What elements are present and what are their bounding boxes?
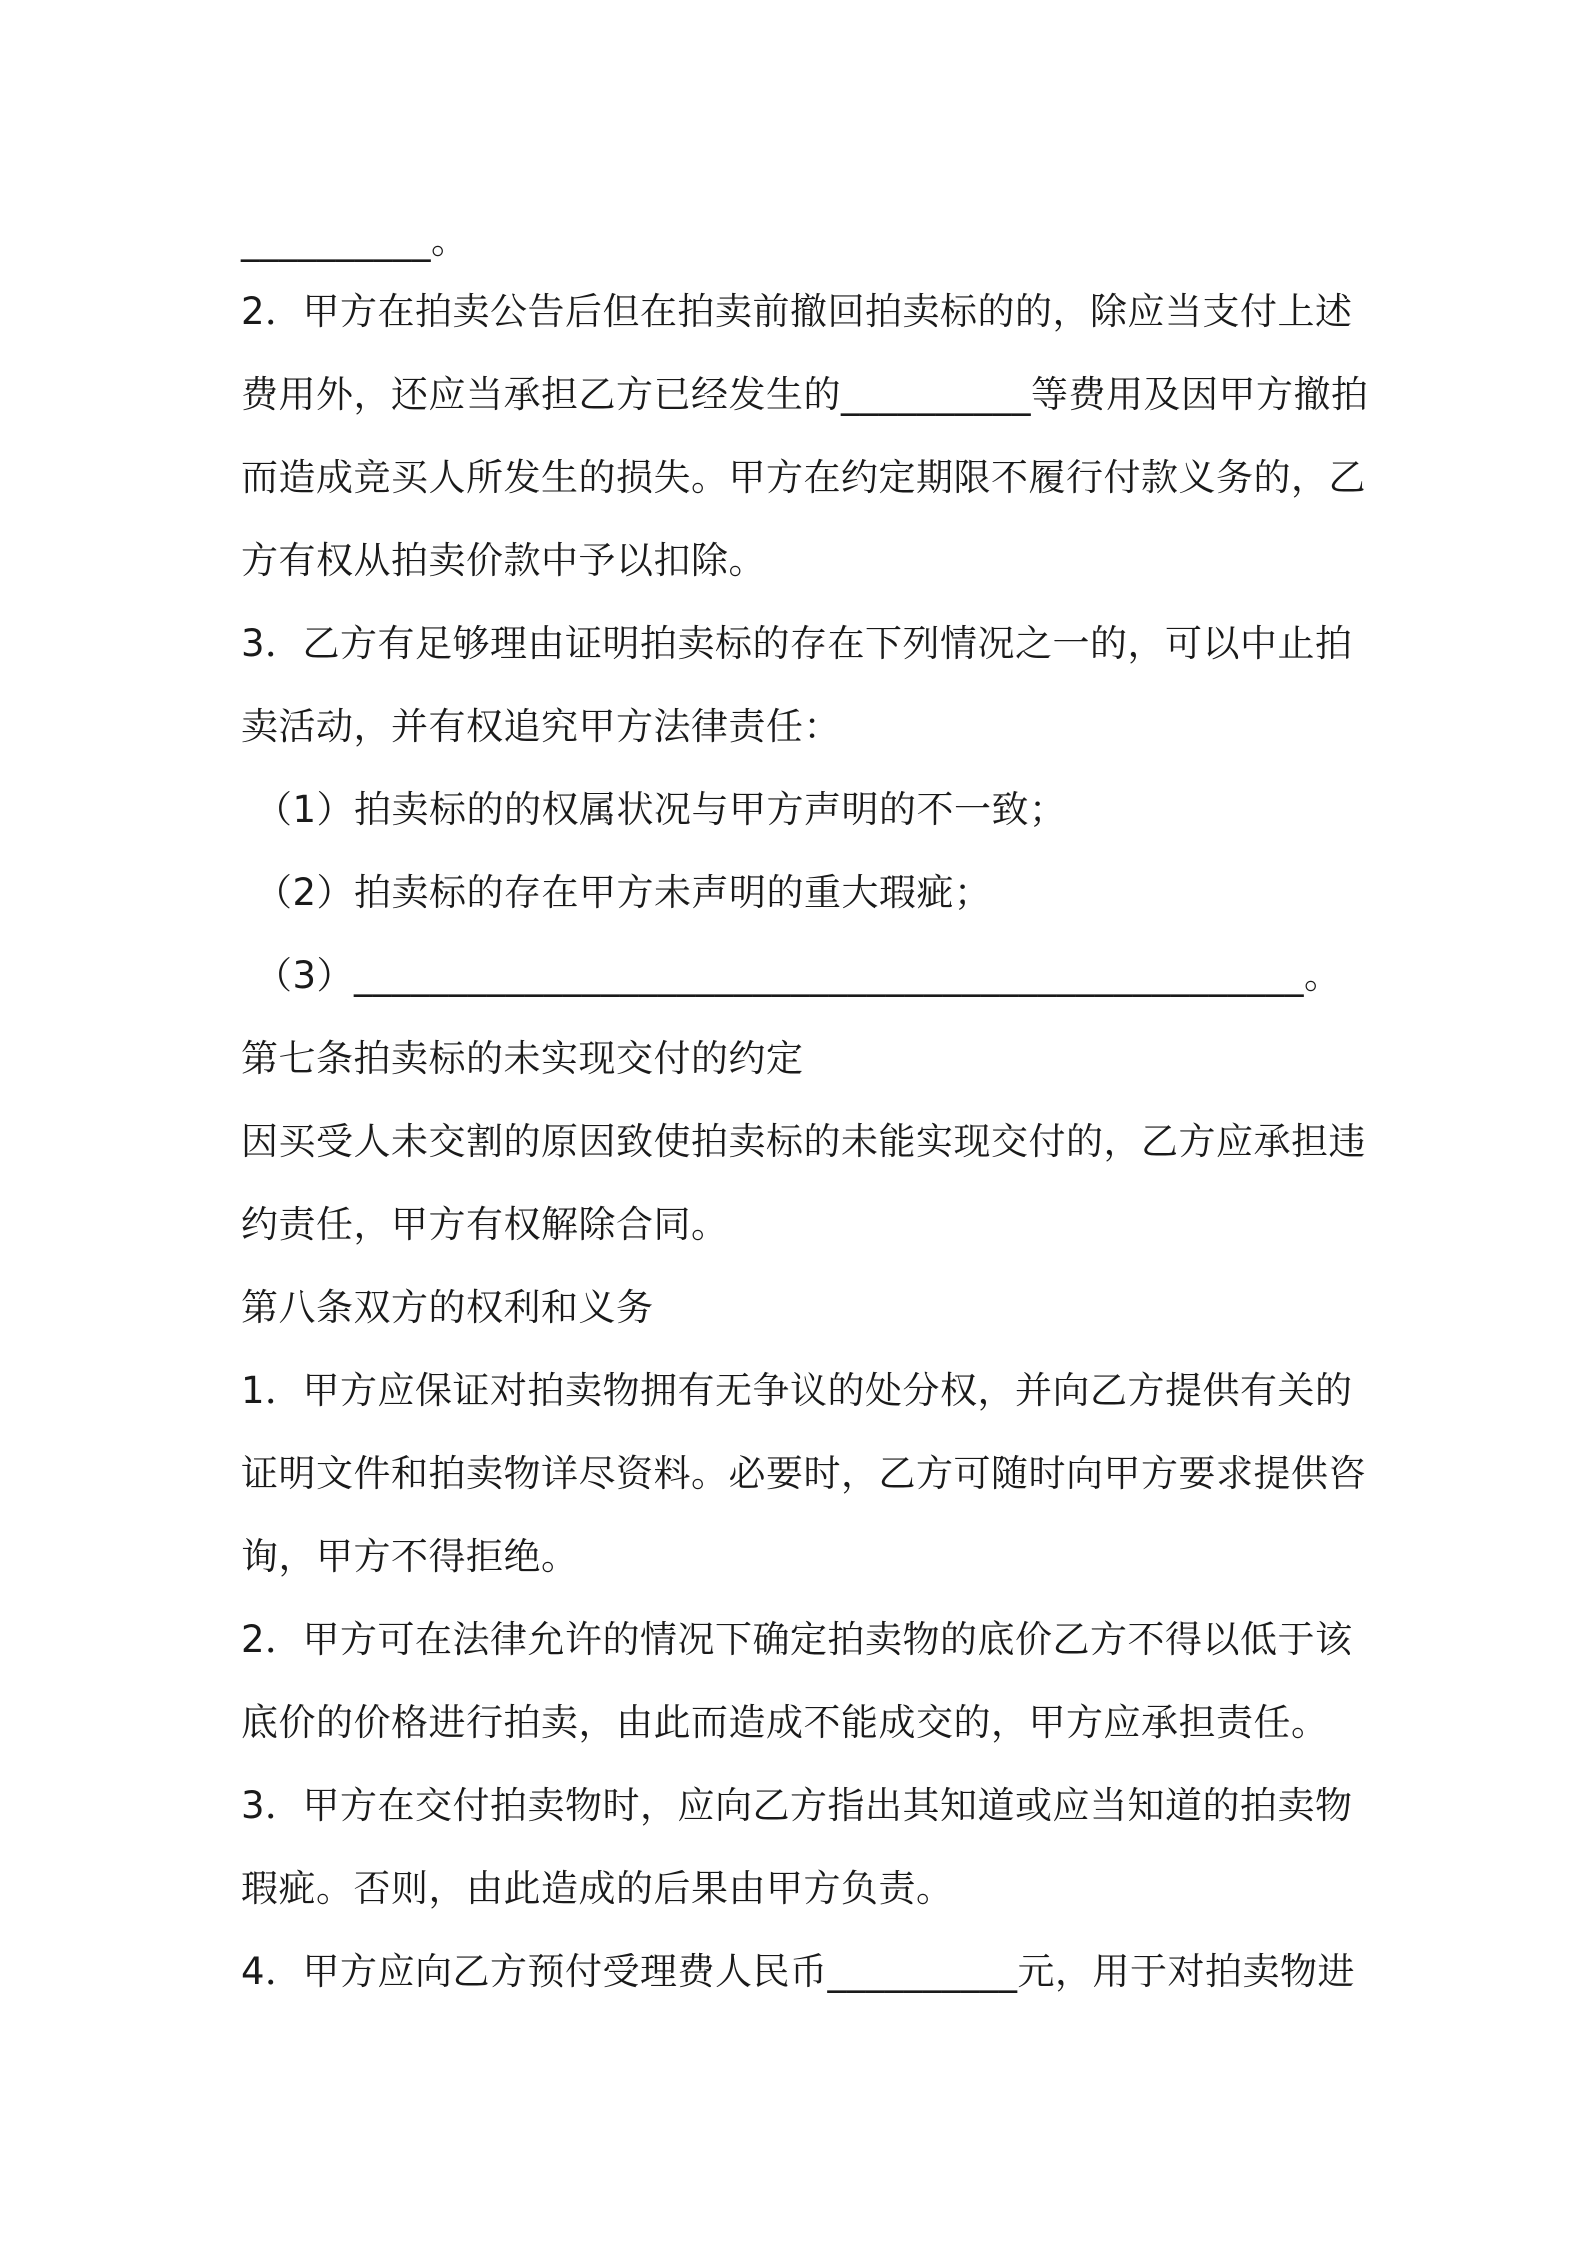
text-line-1: __________。: [241, 219, 469, 262]
text-line-8: （1）拍卖标的的权属状况与甲方声明的不一致；: [255, 788, 1067, 831]
text-line-2: 2．甲方在拍卖公告后但在拍卖前撤回拍卖标的的，除应当支付上述: [241, 290, 1353, 333]
text-line-13: 约责任，甲方有权解除合同。: [241, 1203, 729, 1246]
text-line-5: 方有权从拍卖价款中予以扣除。: [241, 539, 766, 582]
text-line-18: 2．甲方可在法律允许的情况下确定拍卖物的底价乙方不得以低于该: [241, 1618, 1353, 1661]
text-line-15: 1．甲方应保证对拍卖物拥有无争议的处分权，并向乙方提供有关的: [241, 1369, 1353, 1412]
text-line-12: 因买受人未交割的原因致使拍卖标的未能实现交付的，乙方应承担违: [241, 1120, 1366, 1163]
text-line-10: （3）__________________________________________________。: [255, 954, 1342, 997]
text-line-7: 卖活动，并有权追究甲方法律责任：: [241, 705, 841, 748]
section-heading-7: 第七条拍卖标的未实现交付的约定: [241, 1037, 804, 1080]
text-line-16: 证明文件和拍卖物详尽资料。必要时，乙方可随时向甲方要求提供咨: [241, 1452, 1366, 1495]
section-heading-8: 第八条双方的权利和义务: [241, 1286, 654, 1329]
text-line-22: 4．甲方应向乙方预付受理费人民币__________元，用于对拍卖物进: [241, 1950, 1356, 1993]
text-line-4: 而造成竞买人所发生的损失。甲方在约定期限不履行付款义务的，乙: [241, 456, 1366, 499]
text-line-17: 询，甲方不得拒绝。: [241, 1535, 579, 1578]
text-line-9: （2）拍卖标的存在甲方未声明的重大瑕疵；: [255, 871, 992, 914]
text-line-3: 费用外，还应当承担乙方已经发生的__________等费用及因甲方撤拍: [241, 373, 1369, 416]
text-line-19: 底价的价格进行拍卖，由此而造成不能成交的，甲方应承担责任。: [241, 1701, 1329, 1744]
text-line-20: 3．甲方在交付拍卖物时，应向乙方指出其知道或应当知道的拍卖物: [241, 1784, 1353, 1827]
text-line-6: 3．乙方有足够理由证明拍卖标的存在下列情况之一的，可以中止拍: [241, 622, 1353, 665]
text-line-21: 瑕疵。否则，由此造成的后果由甲方负责。: [241, 1867, 954, 1910]
